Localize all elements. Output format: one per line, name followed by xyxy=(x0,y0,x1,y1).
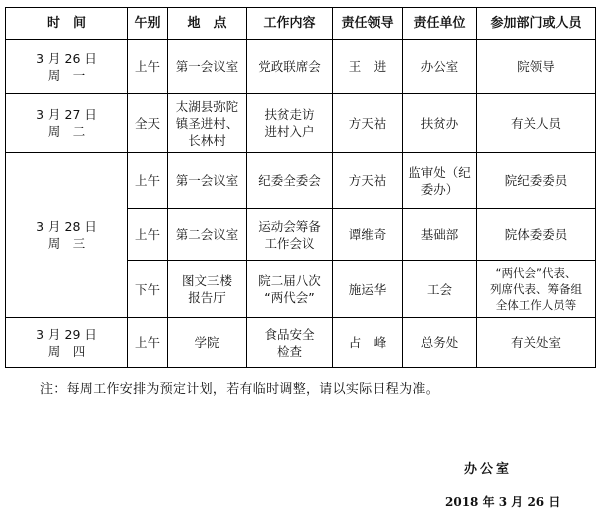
attendees-cell: 有关人员 xyxy=(477,94,596,153)
period-cell: 上午 xyxy=(128,153,168,209)
period-cell: 下午 xyxy=(128,261,168,318)
unit-cell: 工会 xyxy=(403,261,477,318)
header-place: 地 点 xyxy=(168,8,247,40)
attendees-cell: “两代会”代表、 列席代表、筹备组 全体工作人员等 xyxy=(477,261,596,318)
attendees-cell: 院体委委员 xyxy=(477,209,596,261)
place-cell: 第一会议室 xyxy=(168,40,247,94)
unit-cell: 基础部 xyxy=(403,209,477,261)
place-cell: 第一会议室 xyxy=(168,153,247,209)
date-cell: 3 月 29 日 周 四 xyxy=(6,318,128,368)
unit-cell: 扶贫办 xyxy=(403,94,477,153)
date-cell: 3 月 26 日 周 一 xyxy=(6,40,128,94)
header-leader: 责任领导 xyxy=(333,8,403,40)
unit-cell: 监审处（纪 委办） xyxy=(403,153,477,209)
table-row xyxy=(6,40,596,94)
period-cell: 全天 xyxy=(128,94,168,153)
place-cell: 学院 xyxy=(168,318,247,368)
attendees-cell: 院纪委委员 xyxy=(477,153,596,209)
header-content: 工作内容 xyxy=(247,8,333,40)
leader-cell: 谭维奇 xyxy=(333,209,403,261)
leader-cell: 占 峰 xyxy=(333,318,403,368)
content-cell: 扶贫走访 进村入户 xyxy=(247,94,333,153)
period-cell: 上午 xyxy=(128,318,168,368)
leader-cell: 方天祜 xyxy=(333,153,403,209)
table-row xyxy=(6,153,596,209)
leader-cell: 王 进 xyxy=(333,40,403,94)
issuing-office: 办公室 xyxy=(464,462,513,477)
schedule-table xyxy=(5,7,596,368)
attendees-cell: 有关处室 xyxy=(477,318,596,368)
unit-cell: 总务处 xyxy=(403,318,477,368)
attendees-cell: 院领导 xyxy=(477,40,596,94)
schedule-note: 注：每周工作安排为预定计划，若有临时调整，请以实际日程为准。 xyxy=(40,382,440,397)
leader-cell: 方天祜 xyxy=(333,94,403,153)
header-row xyxy=(6,8,596,40)
leader-cell: 施运华 xyxy=(333,261,403,318)
header-time: 时 间 xyxy=(6,8,128,40)
period-cell: 上午 xyxy=(128,40,168,94)
period-cell: 上午 xyxy=(128,209,168,261)
header-period: 午别 xyxy=(128,8,168,40)
table-row xyxy=(6,94,596,153)
content-cell: 院二届八次 “两代会” xyxy=(247,261,333,318)
content-cell: 食品安全 检查 xyxy=(247,318,333,368)
date-cell: 3 月 27 日 周 二 xyxy=(6,94,128,153)
place-cell: 第二会议室 xyxy=(168,209,247,261)
date-cell: 3 月 28 日 周 三 xyxy=(6,153,128,318)
content-cell: 纪委全委会 xyxy=(247,153,333,209)
content-cell: 党政联席会 xyxy=(247,40,333,94)
issue-date: 2018 年 3 月 26 日 xyxy=(445,495,561,509)
table-row xyxy=(6,318,596,368)
place-cell: 太湖县弥陀 镇圣进村、 长林村 xyxy=(168,94,247,153)
content-cell: 运动会筹备 工作会议 xyxy=(247,209,333,261)
header-unit: 责任单位 xyxy=(403,8,477,40)
unit-cell: 办公室 xyxy=(403,40,477,94)
header-attendees: 参加部门或人员 xyxy=(477,8,596,40)
place-cell: 图文三楼 报告厅 xyxy=(168,261,247,318)
